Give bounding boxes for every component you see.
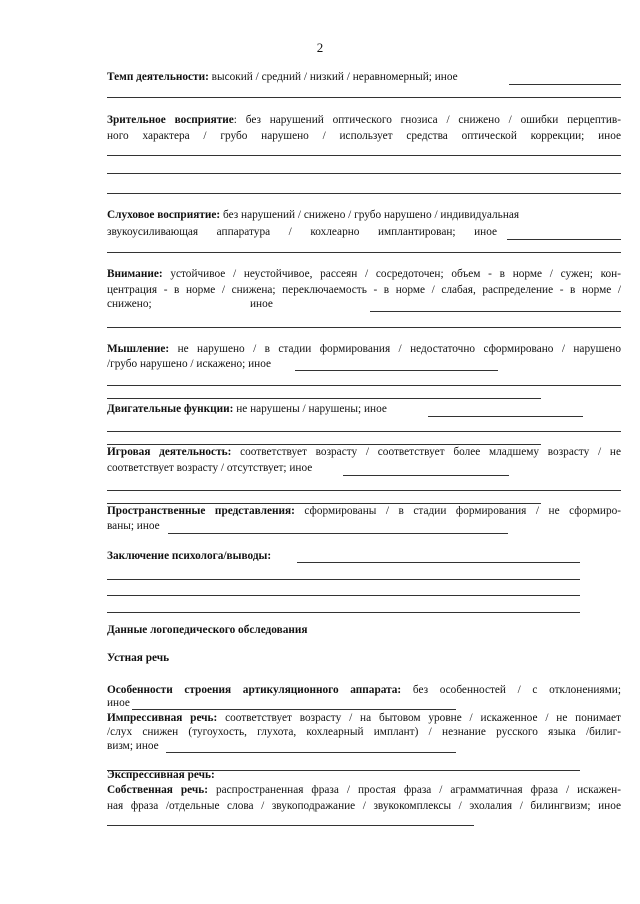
- spatial-fill-line[interactable]: [168, 533, 508, 534]
- motor-fill-line[interactable]: [428, 416, 583, 417]
- own-speech-line-1: [107, 783, 621, 797]
- attention-line-2: центрация - в норме / снижена; переключаемость - в норме / слабая, распределение - в норме /: [107, 284, 621, 296]
- attention-label: Внимание:: [107, 268, 163, 280]
- impressive-label: Импрессивная речь:: [107, 712, 218, 724]
- conclusion-answer-line-1[interactable]: [107, 579, 580, 580]
- auditory-label: Слуховое восприятие:: [107, 209, 221, 221]
- spatial-line-2: ваны; иное: [107, 520, 160, 532]
- conclusion-fill-line[interactable]: [297, 562, 580, 563]
- articulation-fill-line[interactable]: [132, 709, 456, 710]
- tempo-text: высокий / средний / низкий / неравномерный; иное: [208, 71, 458, 83]
- thinking-fill-line[interactable]: [295, 370, 498, 371]
- speech-exam-heading: Данные логопедического обследования: [107, 624, 308, 636]
- thinking-answer-line-1[interactable]: [107, 385, 621, 386]
- play-text-1: соответствует возрасту / соответствует более младшему возрасту / не: [231, 446, 621, 458]
- page-number: 2: [316, 40, 324, 55]
- thinking-line-2: /грубо нарушено / искажено; иное: [107, 358, 272, 370]
- tempo-line: [107, 70, 458, 84]
- auditory-answer-line[interactable]: [107, 252, 621, 253]
- conclusion-line: [107, 549, 271, 563]
- visual-answer-line-3[interactable]: [107, 193, 621, 194]
- articulation-line-1: [107, 683, 621, 697]
- attention-line-3b: иное: [250, 298, 273, 310]
- attention-fill-line[interactable]: [370, 311, 621, 312]
- auditory-fill-line[interactable]: [507, 239, 621, 240]
- play-answer-line-1[interactable]: [107, 490, 621, 491]
- visual-text-1: : без нарушений оптического гнозиса / снижено / ошибки перцептив-: [233, 114, 622, 126]
- auditory-text-1: без нарушений / снижено / грубо нарушено / индивидуальная: [220, 209, 520, 221]
- attention-line-3a: снижено;: [107, 298, 152, 310]
- conclusion-answer-line-3[interactable]: [107, 612, 580, 613]
- play-line-1: [107, 445, 621, 459]
- articulation-label: Особенности строения артикуляционного аппарата:: [107, 684, 402, 696]
- tempo-answer-line[interactable]: [107, 97, 621, 98]
- auditory-line-1: [107, 208, 519, 222]
- attention-text-1: устойчивое / неустойчивое, рассеян / сосредоточен; объем - в норме / сужен; кон-: [162, 268, 621, 280]
- motor-text: не нарушены / нарушены; иное: [233, 403, 387, 415]
- impressive-line-3: визм; иное: [107, 740, 159, 752]
- conclusion-answer-line-2[interactable]: [107, 595, 580, 596]
- visual-line-2: ного характера / грубо нарушено / использует средства оптической коррекции; иное: [107, 130, 621, 142]
- thinking-line-1: [107, 342, 621, 356]
- spatial-text-1: сформированы / в стадии формирования / не сформиро-: [294, 505, 622, 517]
- thinking-label: Мышление:: [107, 343, 170, 355]
- oral-speech-heading: Устная речь: [107, 652, 170, 664]
- articulation-line-2: иное: [107, 697, 130, 709]
- spatial-label: Пространственные представления:: [107, 505, 295, 517]
- play-fill-line[interactable]: [343, 475, 509, 476]
- visual-answer-line-2[interactable]: [107, 173, 621, 174]
- play-line-2: соответствует возрасту / отсутствует; иное: [107, 462, 313, 474]
- own-speech-label: Собственная речь:: [107, 784, 209, 796]
- impressive-fill-line[interactable]: [166, 752, 456, 753]
- thinking-text-1: не нарушено / в стадии формирования / недостаточно сформировано / нарушено: [169, 343, 621, 355]
- motor-answer-line-1[interactable]: [107, 431, 621, 432]
- own-speech-answer-line[interactable]: [107, 825, 474, 826]
- conclusion-label: Заключение психолога/выводы:: [107, 550, 272, 562]
- motor-label: Двигательные функции:: [107, 403, 234, 415]
- attention-line-1: [107, 267, 621, 281]
- expressive-line: [107, 768, 215, 782]
- own-speech-line-2: ная фраза /отдельные слова / звукоподражание / звукокомплексы / эхолалия / билингвизм; иное: [107, 800, 621, 812]
- motor-line: [107, 402, 387, 416]
- visual-line-1: [107, 113, 621, 127]
- expressive-label: Экспрессивная речь:: [107, 769, 215, 781]
- own-speech-text-1: распространенная фраза / простая фраза / аграмматичная фраза / искажен-: [208, 784, 621, 796]
- tempo-fill-line[interactable]: [509, 84, 621, 85]
- tempo-label: Темп деятельности:: [107, 71, 209, 83]
- auditory-line-2: звукоусиливающая аппаратура / кохлеарно имплантирован; иное: [107, 226, 497, 238]
- spatial-line-1: [107, 504, 621, 518]
- visual-label: Зрительное восприятие: [107, 114, 234, 126]
- play-label: Игровая деятельность:: [107, 446, 232, 458]
- attention-answer-line[interactable]: [107, 327, 621, 328]
- impressive-line-1: [107, 711, 621, 725]
- articulation-text-1: без особенностей / с отклонениями;: [401, 684, 621, 696]
- impressive-line-2: /слух снижен (тугоухость, глухота, кохлеарный имплант) / незнание русского языка /билиг-: [107, 726, 621, 738]
- thinking-answer-line-2[interactable]: [107, 398, 541, 399]
- impressive-text-1: соответствует возрасту / на бытовом уровне / искаженное / не понимает: [217, 712, 621, 724]
- visual-answer-line-1[interactable]: [107, 155, 621, 156]
